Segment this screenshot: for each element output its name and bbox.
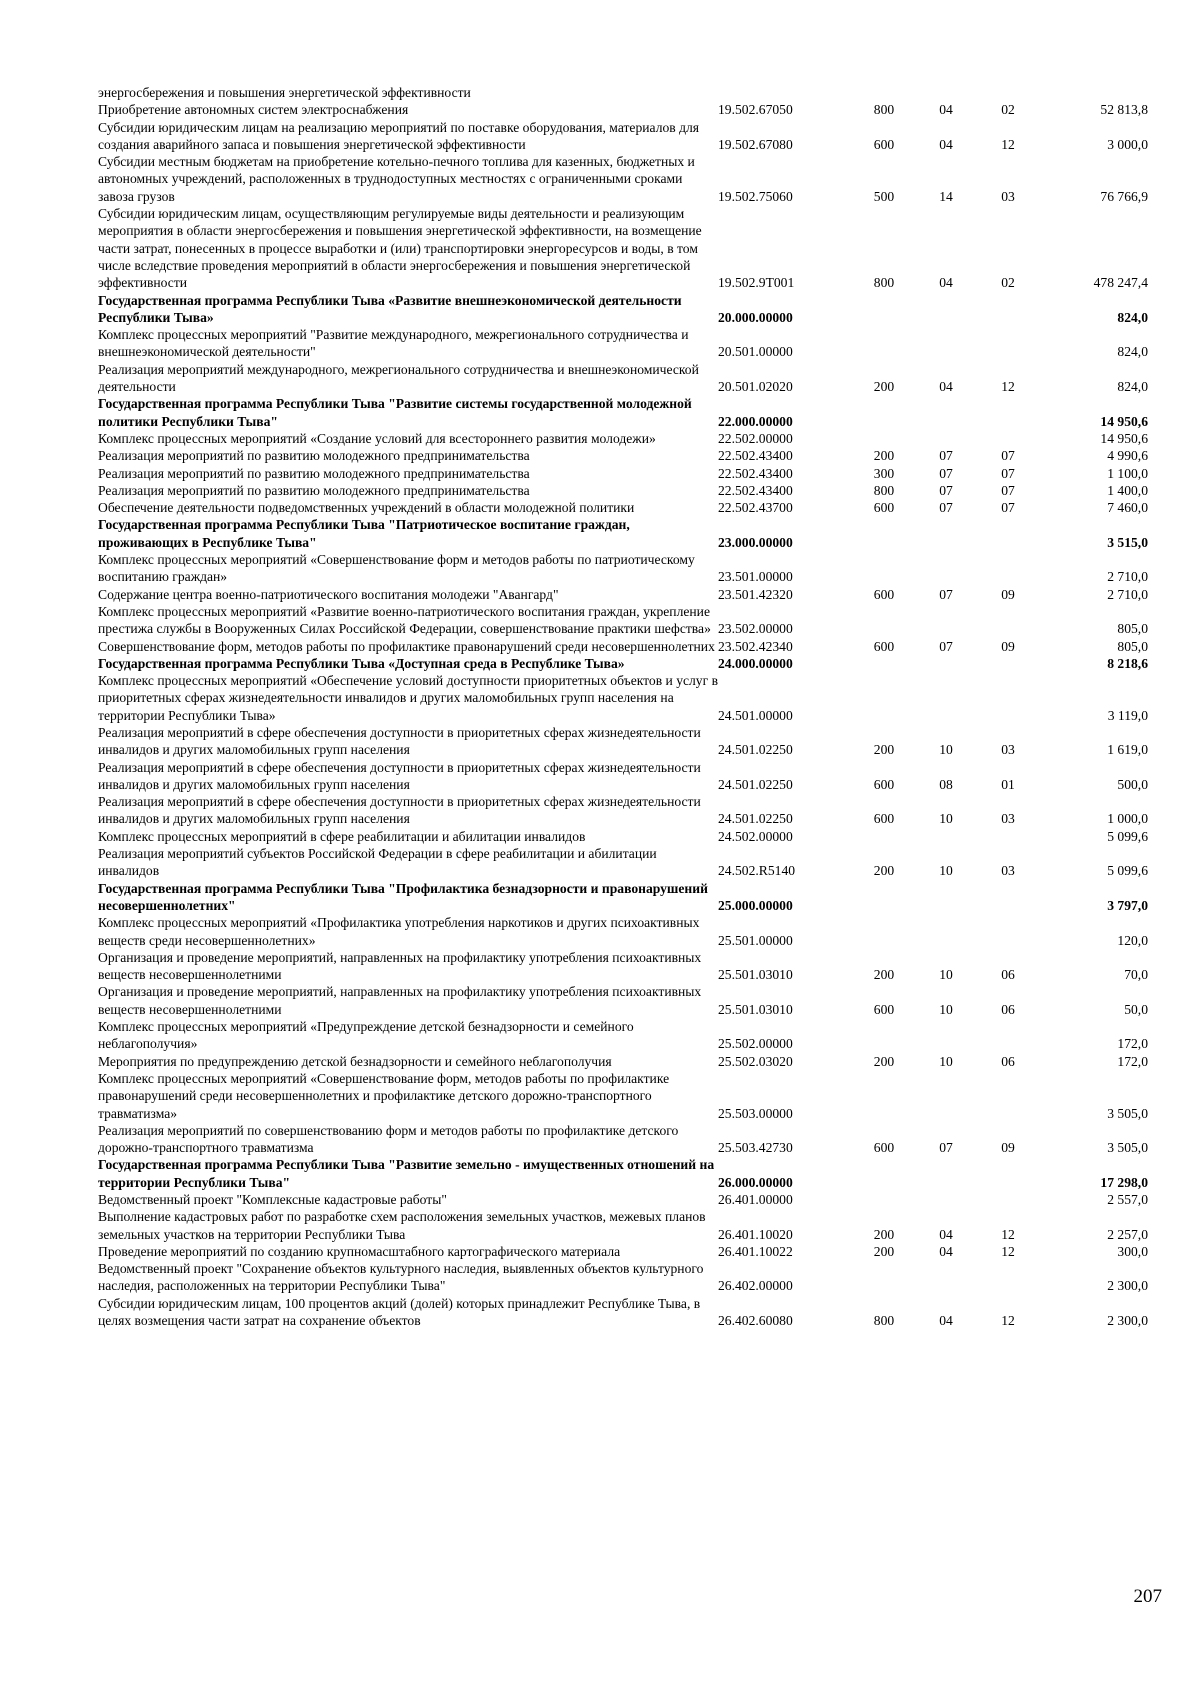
row-amount: 172,0 (1117, 1053, 1148, 1069)
row-code: 25.501.03010 (718, 1001, 793, 1017)
row-subsection: 03 (1001, 811, 1015, 827)
row-code: 26.402.00000 (718, 1278, 793, 1294)
row-section (918, 326, 974, 361)
row-subsection: 12 (1001, 1313, 1015, 1329)
row-code: 23.000.00000 (718, 534, 793, 550)
row-name: Организация и проведение мероприятий, направленных на профилактику употребления психоактивных веществ несовершеннолетними (98, 984, 702, 1017)
row-amount: 14 950,6 (1100, 413, 1148, 429)
row-expense-type: 200 (873, 1226, 895, 1242)
row-expense-type (850, 672, 918, 724)
budget-table (98, 84, 1148, 1329)
table-row (98, 1208, 1148, 1243)
row-subsection: 12 (1001, 379, 1015, 395)
table-row (98, 1070, 1148, 1122)
row-subsection (974, 880, 1042, 915)
row-expense-type (850, 326, 918, 361)
table-row (98, 499, 1148, 516)
row-subsection: 06 (1001, 1053, 1015, 1069)
table-row (98, 1018, 1148, 1053)
row-subsection: 09 (1001, 586, 1015, 602)
row-code: 24.501.02250 (718, 742, 793, 758)
row-amount: 5 099,6 (1107, 863, 1148, 879)
row-name: Комплекс процессных мероприятий «Развитие военно-патриотического воспитания граждан, укрепление престижа службы в Вооруженных Силах Российской Федерации, совершенствование практики шефства» (98, 603, 711, 637)
table-row (98, 724, 1148, 759)
row-expense-type: 800 (873, 482, 895, 498)
row-amount: 824,0 (1117, 309, 1148, 325)
row-code: 19.502.67080 (718, 136, 793, 152)
table-row (98, 101, 1148, 118)
page-number: 207 (1133, 1586, 1162, 1607)
row-section (918, 1070, 974, 1122)
row-amount: 300,0 (1117, 1243, 1148, 1259)
row-code: 26.401.10020 (718, 1226, 793, 1242)
row-name: Выполнение кадастровых работ по разработке схем расположения земельных участков, межевых планов земельных участков на территории Республики Тыва (98, 1209, 706, 1242)
row-subsection (974, 672, 1042, 724)
row-name: Реализация мероприятий в сфере обеспечения доступности в приоритетных сферах жизнедеятельности инвалидов и других маломобильных групп населения (98, 724, 701, 758)
row-subsection (974, 1018, 1042, 1053)
row-section (918, 84, 974, 101)
row-subsection (974, 84, 1042, 101)
row-code: 19.502.75060 (718, 188, 793, 204)
row-subsection: 02 (1001, 102, 1015, 118)
row-amount: 1 619,0 (1107, 742, 1148, 758)
row-section: 07 (939, 448, 953, 464)
row-code: 26.401.00000 (718, 1192, 793, 1207)
row-code: 20.000.00000 (718, 309, 793, 325)
row-section: 07 (939, 1140, 953, 1156)
table-row (98, 914, 1148, 949)
row-expense-type (850, 655, 918, 672)
row-name: Государственная программа Республики Тыва «Доступная среда в Республике Тыва» (98, 655, 625, 671)
table-row (98, 845, 1148, 880)
row-expense-type: 200 (873, 1243, 895, 1259)
row-amount: 5 099,6 (1107, 828, 1148, 844)
row-name: Ведомственный проект "Сохранение объектов культурного наследия, выявленных объектов культурного наследия, расположенных на территории Республики Тыва" (98, 1261, 704, 1294)
row-expense-type (850, 395, 918, 430)
table-row (98, 205, 1148, 291)
row-subsection (974, 516, 1042, 551)
row-section: 04 (939, 379, 953, 395)
table-row (98, 638, 1148, 655)
row-subsection: 02 (1001, 275, 1015, 291)
row-amount: 3 505,0 (1107, 1140, 1148, 1156)
row-code: 23.502.00000 (718, 621, 793, 637)
table-row (98, 1191, 1148, 1208)
table-row (98, 430, 1148, 447)
row-name: Реализация мероприятий международного, межрегионального сотрудничества и внешнеэкономической деятельности (98, 361, 699, 395)
row-name: Государственная программа Республики Тыва «Развитие внешнеэкономической деятельности Республики Тыва» (98, 292, 682, 325)
table-row (98, 603, 1148, 638)
row-amount: 7 460,0 (1107, 500, 1148, 516)
row-section: 14 (939, 188, 953, 204)
row-section (918, 655, 974, 672)
row-amount: 824,0 (1117, 344, 1148, 360)
row-name: Государственная программа Республики Тыва "Развитие земельно - имущественных отношений на территории Республики Тыва" (98, 1157, 715, 1190)
row-expense-type (850, 551, 918, 586)
table-row (98, 1260, 1148, 1295)
row-section: 04 (939, 1313, 953, 1329)
row-section: 04 (939, 1243, 953, 1259)
row-name: Совершенствование форм, методов работы по профилактике правонарушений среди несовершеннолетних (98, 638, 715, 654)
row-amount: 3 119,0 (1107, 707, 1148, 723)
row-amount: 14 950,6 (1100, 430, 1148, 446)
row-code: 25.501.00000 (718, 932, 793, 948)
row-name: Реализация мероприятий по развитию молодежного предпринимательства (98, 448, 530, 464)
row-code: 24.501.02250 (718, 811, 793, 827)
row-amount: 500,0 (1117, 776, 1148, 792)
row-expense-type: 600 (873, 1001, 895, 1017)
row-amount: 1 000,0 (1107, 811, 1148, 827)
row-expense-type (850, 1070, 918, 1122)
table-row (98, 361, 1148, 396)
row-code: 24.000.00000 (718, 655, 793, 671)
row-code: 23.501.00000 (718, 569, 793, 585)
row-section (918, 828, 974, 845)
row-amount: 2 710,0 (1107, 569, 1148, 585)
row-amount: 2 300,0 (1107, 1278, 1148, 1294)
row-code: 22.502.43400 (718, 482, 793, 498)
row-subsection: 07 (1001, 448, 1015, 464)
row-section (918, 914, 974, 949)
row-amount: 120,0 (1117, 932, 1148, 948)
row-amount: 2 710,0 (1107, 586, 1148, 602)
row-name: Реализация мероприятий в сфере обеспечения доступности в приоритетных сферах жизнедеятельности инвалидов и других маломобильных групп населения (98, 759, 701, 792)
row-name: Комплекс процессных мероприятий «Обеспечение условий доступности приоритетных объектов и услуг в приоритетных сферах жизнедеятельности инвалидов и других маломобильных групп населения на территории Республики Тыва» (98, 673, 719, 723)
table-row (98, 1156, 1148, 1191)
row-name: энергосбережения и повышения энергетической эффективности (98, 85, 471, 100)
row-subsection (974, 430, 1042, 447)
row-code: 22.502.43400 (718, 448, 793, 464)
row-amount: 4 990,6 (1107, 448, 1148, 464)
table-row (98, 793, 1148, 828)
row-section (918, 395, 974, 430)
row-name: Содержание центра военно-патриотического воспитания молодежи "Авангард" (98, 586, 559, 602)
row-code: 25.503.00000 (718, 1105, 793, 1121)
row-name: Субсидии юридическим лицам, 100 процентов акций (долей) которых принадлежит Республике Тыва, в целях возмещения части затрат на сохранение объектов (98, 1295, 701, 1329)
row-expense-type: 200 (873, 742, 895, 758)
row-subsection: 06 (1001, 1001, 1015, 1017)
row-name: Приобретение автономных систем электроснабжения (98, 102, 409, 118)
row-amount: 50,0 (1124, 1001, 1148, 1017)
row-name: Проведение мероприятий по созданию крупномасштабного картографического материала (98, 1243, 621, 1259)
row-expense-type: 800 (873, 275, 895, 291)
row-expense-type (850, 880, 918, 915)
row-amount: 1 400,0 (1107, 482, 1148, 498)
table-row (98, 1295, 1148, 1330)
row-name: Реализация мероприятий субъектов Российской Федерации в сфере реабилитации и абилитации инвалидов (98, 846, 657, 879)
row-expense-type: 600 (873, 638, 895, 654)
row-amount: 2 557,0 (1107, 1192, 1148, 1207)
row-amount: 805,0 (1117, 638, 1148, 654)
table-row (98, 395, 1148, 430)
row-subsection (974, 1070, 1042, 1122)
budget-table-body (98, 84, 1148, 1329)
row-code: 22.502.43700 (718, 500, 793, 516)
row-subsection (974, 828, 1042, 845)
row-expense-type: 600 (873, 586, 895, 602)
row-code: 24.502.00000 (718, 828, 793, 844)
table-row (98, 759, 1148, 794)
row-amount: 478 247,4 (1093, 275, 1148, 291)
row-name: Субсидии юридическим лицам, осуществляющим регулируемые виды деятельности и реализующим мероприятия в области энергосбережения и повышения энергетической эффективности, на возмещение части затрат, понесенных в процессе выработки и (или) транспортировки энергоресурсов и воды, в том числе вследствие проведения мероприятий в области энергосбережения и повышения энергетической эффективности (98, 206, 702, 291)
row-amount: 3 000,0 (1107, 136, 1148, 152)
row-amount (1042, 84, 1148, 101)
row-name: Комплекс процессных мероприятий «Предупреждение детской безнадзорности и семейного неблагополучия» (98, 1019, 634, 1052)
row-amount: 17 298,0 (1100, 1174, 1148, 1190)
row-amount: 3 505,0 (1107, 1105, 1148, 1121)
row-amount: 3 515,0 (1107, 534, 1148, 550)
row-code: 23.501.42320 (718, 586, 793, 602)
table-row (98, 586, 1148, 603)
table-row (98, 1243, 1148, 1260)
table-row (98, 119, 1148, 154)
table-row (98, 1122, 1148, 1157)
row-name: Субсидии юридическим лицам на реализацию мероприятий по поставке оборудования, материалов для создания аварийного запаса и повышения энергетической эффективности (98, 119, 700, 152)
row-amount: 8 218,6 (1107, 655, 1148, 671)
row-section: 07 (939, 586, 953, 602)
row-section: 04 (939, 136, 953, 152)
row-expense-type (850, 828, 918, 845)
row-expense-type: 600 (873, 136, 895, 152)
row-code: 22.000.00000 (718, 413, 793, 429)
table-row (98, 465, 1148, 482)
row-section (918, 292, 974, 327)
row-subsection: 06 (1001, 967, 1015, 983)
row-amount: 172,0 (1117, 1036, 1148, 1052)
row-code: 25.501.03010 (718, 967, 793, 983)
table-row (98, 84, 1148, 101)
row-section: 10 (939, 1053, 953, 1069)
row-expense-type: 800 (873, 1313, 895, 1329)
row-name: Реализация мероприятий в сфере обеспечения доступности в приоритетных сферах жизнедеятельности инвалидов и других маломобильных групп населения (98, 794, 701, 827)
row-expense-type: 600 (873, 500, 895, 516)
row-section (918, 1156, 974, 1191)
row-name: Государственная программа Республики Тыва "Профилактика безнадзорности и правонарушений несовершеннолетних" (98, 880, 708, 913)
row-subsection: 07 (1001, 465, 1015, 481)
row-section: 07 (939, 465, 953, 481)
row-expense-type (850, 603, 918, 638)
row-code: 25.000.00000 (718, 897, 793, 913)
row-code: 26.000.00000 (718, 1174, 793, 1190)
row-subsection (974, 655, 1042, 672)
row-expense-type: 800 (873, 102, 895, 118)
row-section: 10 (939, 1001, 953, 1017)
table-row (98, 153, 1148, 205)
row-section: 10 (939, 863, 953, 879)
row-amount: 824,0 (1117, 379, 1148, 395)
row-expense-type: 600 (873, 811, 895, 827)
row-code: 26.401.10022 (718, 1243, 793, 1259)
table-row (98, 482, 1148, 499)
row-section (918, 603, 974, 638)
row-name: Комплекс процессных мероприятий в сфере реабилитации и абилитации инвалидов (98, 828, 586, 844)
table-row (98, 551, 1148, 586)
row-subsection: 12 (1001, 1226, 1015, 1242)
row-subsection (974, 603, 1042, 638)
row-amount: 1 100,0 (1107, 465, 1148, 481)
row-subsection (974, 551, 1042, 586)
row-code: 19.502.9Т001 (718, 275, 795, 291)
row-expense-type (850, 1018, 918, 1053)
row-expense-type: 600 (873, 1140, 895, 1156)
row-code: 25.502.03020 (718, 1053, 793, 1069)
row-name: Комплекс процессных мероприятий «Профилактика употребления наркотиков и других психоактивных веществ среди несовершеннолетних» (98, 915, 700, 948)
row-expense-type (850, 292, 918, 327)
row-code: 20.501.00000 (718, 344, 793, 360)
row-name: Комплекс процессных мероприятий «Совершенствование форм и методов работы по патриотическому воспитанию граждан» (98, 552, 695, 585)
row-section (918, 551, 974, 586)
row-expense-type (850, 1260, 918, 1295)
row-subsection (974, 395, 1042, 430)
row-subsection: 07 (1001, 482, 1015, 498)
row-name: Мероприятия по предупреждению детской безнадзорности и семейного неблагополучия (98, 1053, 612, 1069)
row-expense-type (850, 430, 918, 447)
row-section: 07 (939, 638, 953, 654)
row-expense-type (850, 914, 918, 949)
row-subsection: 01 (1001, 776, 1015, 792)
row-expense-type (850, 84, 918, 101)
row-amount: 2 257,0 (1107, 1226, 1148, 1242)
row-name: Комплекс процессных мероприятий «Совершенствование форм, методов работы по профилактике правонарушений среди несовершеннолетних и профилактике детского дорожно-транспортного травматизма» (98, 1070, 670, 1121)
row-name: Ведомственный проект "Комплексные кадастровые работы" (98, 1192, 447, 1207)
row-subsection (974, 292, 1042, 327)
row-expense-type: 600 (873, 776, 895, 792)
row-subsection: 09 (1001, 1140, 1015, 1156)
row-code: 24.501.00000 (718, 707, 793, 723)
row-expense-type: 200 (873, 379, 895, 395)
row-subsection (974, 1260, 1042, 1295)
table-row (98, 1053, 1148, 1070)
row-section: 07 (939, 500, 953, 516)
row-expense-type (850, 516, 918, 551)
table-row (98, 516, 1148, 551)
table-row (98, 880, 1148, 915)
row-code: 24.502.R5140 (718, 863, 796, 879)
row-code: 24.501.02250 (718, 776, 793, 792)
row-subsection (974, 1191, 1042, 1208)
row-code: 25.503.42730 (718, 1140, 793, 1156)
table-row (98, 655, 1148, 672)
row-section: 04 (939, 102, 953, 118)
row-code: 26.402.60080 (718, 1313, 793, 1329)
row-expense-type: 200 (873, 967, 895, 983)
row-section: 04 (939, 275, 953, 291)
table-row (98, 949, 1148, 984)
row-section (918, 516, 974, 551)
row-section (918, 1191, 974, 1208)
row-expense-type: 300 (873, 465, 895, 481)
row-expense-type: 200 (873, 1053, 895, 1069)
table-row (98, 326, 1148, 361)
table-row (98, 983, 1148, 1018)
table-row (98, 828, 1148, 845)
row-code: 20.501.02020 (718, 379, 793, 395)
row-name: Государственная программа Республики Тыва "Патриотическое воспитание граждан, проживающих в Республике Тыва" (98, 517, 630, 550)
row-subsection: 12 (1001, 1243, 1015, 1259)
row-section (918, 880, 974, 915)
row-subsection: 12 (1001, 136, 1015, 152)
row-name: Государственная программа Республики Тыва "Развитие системы государственной молодежной политики Республики Тыва" (98, 396, 692, 429)
row-subsection (974, 1156, 1042, 1191)
row-code: 23.502.42340 (718, 638, 793, 654)
row-expense-type (850, 1191, 918, 1208)
row-section (918, 672, 974, 724)
row-amount: 76 766,9 (1100, 188, 1148, 204)
row-amount: 805,0 (1117, 621, 1148, 637)
row-subsection: 03 (1001, 742, 1015, 758)
row-subsection: 03 (1001, 188, 1015, 204)
row-expense-type: 200 (873, 448, 895, 464)
row-name: Реализация мероприятий по совершенствованию форм и методов работы по профилактике детского дорожно-транспортного травматизма (98, 1122, 679, 1156)
row-name: Организация и проведение мероприятий, направленных на профилактику употребления психоактивных веществ несовершеннолетними (98, 949, 702, 983)
row-expense-type (850, 1156, 918, 1191)
row-amount: 2 300,0 (1107, 1313, 1148, 1329)
row-subsection (974, 914, 1042, 949)
row-subsection: 03 (1001, 863, 1015, 879)
row-section (918, 1018, 974, 1053)
row-subsection (974, 326, 1042, 361)
row-code: 22.502.00000 (718, 430, 793, 446)
row-expense-type: 500 (873, 188, 895, 204)
row-name: Субсидии местным бюджетам на приобретение котельно-печного топлива для казенных, бюджетных и автономных учреждений, расположенных в труднодоступных местностях с ограниченными сроками завоза грузов (98, 154, 695, 204)
row-subsection: 07 (1001, 500, 1015, 516)
row-name: Обеспечение деятельности подведомственных учреждений в области молодежной политики (98, 500, 635, 516)
row-name: Комплекс процессных мероприятий "Развитие международного, межрегионального сотрудничества и внешнеэкономической деятельности" (98, 327, 689, 360)
row-code (718, 84, 850, 101)
row-name: Реализация мероприятий по развитию молодежного предпринимательства (98, 482, 530, 498)
row-code: 22.502.43400 (718, 465, 793, 481)
row-section: 08 (939, 776, 953, 792)
row-name: Реализация мероприятий по развитию молодежного предпринимательства (98, 465, 530, 481)
row-code: 25.502.00000 (718, 1036, 793, 1052)
row-amount: 52 813,8 (1100, 102, 1148, 118)
row-code: 19.502.67050 (718, 102, 793, 118)
row-amount: 70,0 (1124, 967, 1148, 983)
table-row (98, 292, 1148, 327)
row-section: 10 (939, 811, 953, 827)
row-name: Комплекс процессных мероприятий «Создание условий для всестороннего развития молодежи» (98, 430, 656, 446)
row-section: 07 (939, 482, 953, 498)
table-row (98, 672, 1148, 724)
row-section (918, 1260, 974, 1295)
row-section (918, 430, 974, 447)
row-subsection: 09 (1001, 638, 1015, 654)
row-section: 10 (939, 967, 953, 983)
table-row (98, 447, 1148, 464)
row-section: 04 (939, 1226, 953, 1242)
row-section: 10 (939, 742, 953, 758)
row-amount: 3 797,0 (1107, 897, 1148, 913)
row-expense-type: 200 (873, 863, 895, 879)
